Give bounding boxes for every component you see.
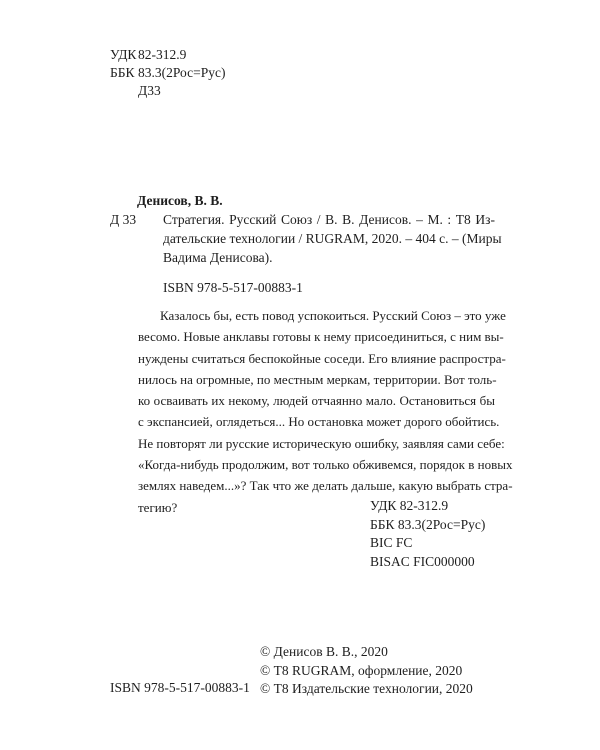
copyright-block — [260, 643, 473, 699]
bibliographic-description — [163, 212, 502, 266]
codes-udk: УДК 82-312.9 — [370, 498, 449, 513]
bbk-label: ББК — [110, 65, 135, 80]
isbn-bottom: ISBN 978-5-517-00883-1 — [110, 680, 250, 695]
bbk-row — [110, 65, 225, 81]
bbk-value: 83.3(2Рос=Рус) — [138, 65, 226, 80]
annotation-line: землях наведем...»? Так что же делать дальше, какую выбрать стра- — [138, 478, 513, 494]
copyright-line: © Денисов В. В., 2020 — [260, 644, 388, 659]
codes-bisac: BISAC FIC000000 — [370, 553, 475, 569]
classification-block — [110, 47, 225, 99]
udk-value: 82-312.9 — [138, 47, 187, 62]
codes-bic: BIC FC — [370, 535, 413, 550]
codes-block — [370, 497, 485, 571]
description-line: дательские технологии / RUGRAM, 2020. – 404 с. – (Миры — [163, 231, 502, 246]
udk-label: УДК — [110, 47, 137, 62]
codes-bbk: ББК 83.3(2Рос=Рус) — [370, 516, 486, 532]
annotation — [138, 305, 513, 518]
author-mark-row — [110, 83, 225, 99]
author-heading: Денисов, В. В. — [137, 193, 223, 208]
isbn-main: ISBN 978-5-517-00883-1 — [163, 280, 303, 295]
annotation-line: весомо. Новые анклавы готовы к нему присоединиться, с ним вы- — [138, 329, 504, 345]
annotation-line: «Когда-нибудь продолжим, вот только обживемся, порядок в новых — [138, 457, 513, 473]
description-line: Стратегия. Русский Союз / В. В. Денисов. – М. : Т8 Из- — [163, 212, 495, 227]
annotation-line: нуждены считаться беспокойные соседи. Его влияние распростра- — [138, 350, 506, 366]
udk-row — [110, 47, 225, 63]
author-mark: Д33 — [138, 83, 161, 98]
copyright-line: © Т8 Издательские технологии, 2020 — [260, 681, 473, 696]
description-line: Вадима Денисова). — [163, 250, 273, 265]
annotation-line: ко осваивать их некому, людей отчаянно мало. Остановиться бы — [138, 393, 495, 409]
copyright-line: © Т8 RUGRAM, оформление, 2020 — [260, 662, 463, 678]
call-mark: Д 33 — [110, 212, 137, 227]
annotation-line: Казалось бы, есть повод успокоиться. Русский Союз – это уже — [160, 308, 506, 323]
annotation-line: нилось на огромные, по местным меркам, территории. Вот толь- — [138, 371, 497, 387]
annotation-line: Не повторят ли русские историческую ошибку, заявляя сами себе: — [138, 435, 505, 451]
annotation-line: тегию? — [138, 499, 178, 515]
annotation-line: с экспансией, оглядеться... Но остановка может дорого обойтись. — [138, 414, 500, 430]
